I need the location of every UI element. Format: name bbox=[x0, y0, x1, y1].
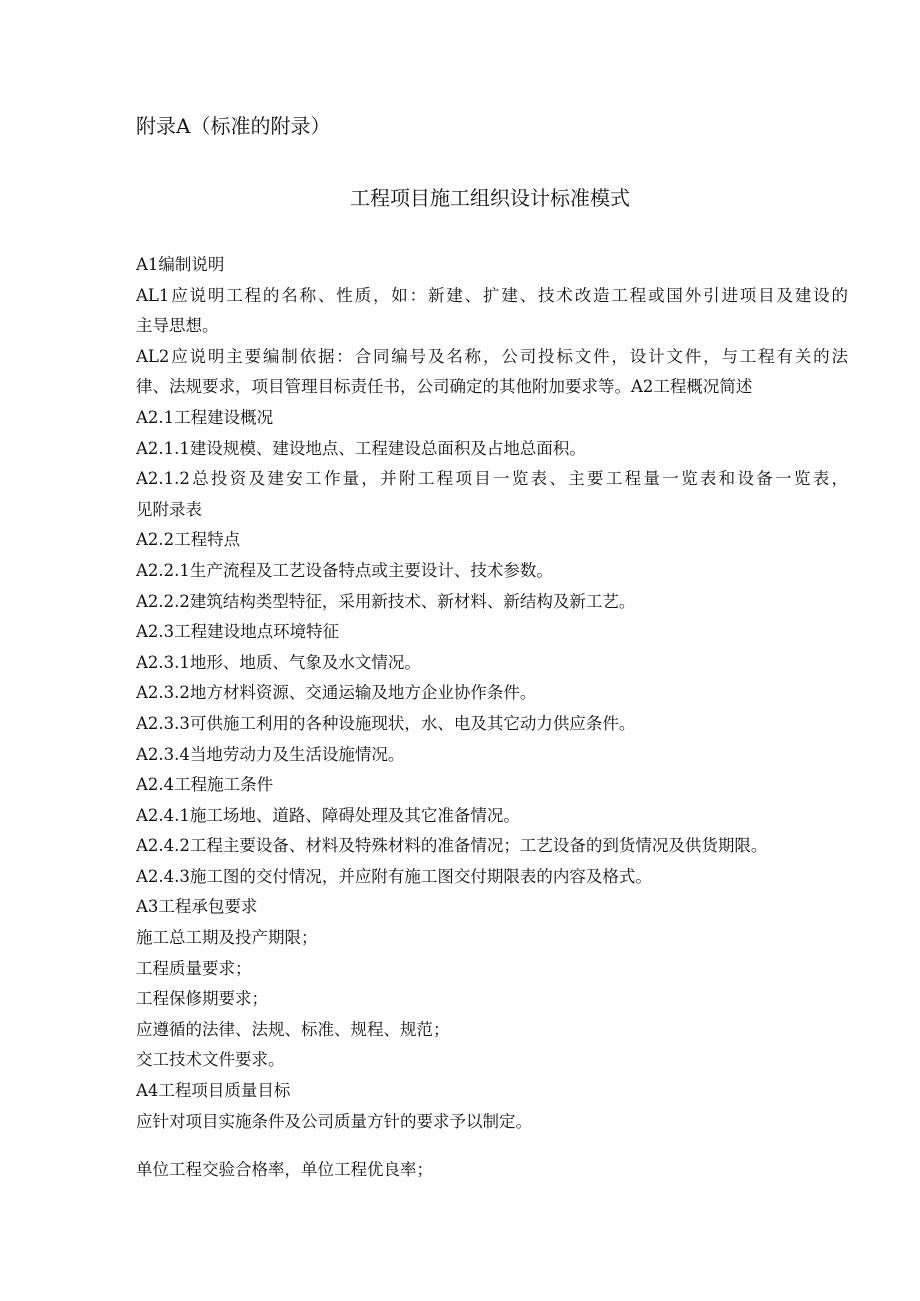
paragraph-line: A2.4.2工程主要设备、材料及特殊材料的准备情况；工艺设备的到货情况及供货期限。 bbox=[136, 836, 768, 856]
paragraph-line: 应针对项目实施条件及公司质量方针的要求予以制定。 bbox=[136, 1111, 532, 1131]
list-item: 交工技术文件要求。 bbox=[136, 1050, 285, 1070]
section-a2-3-heading: A2.3工程建设地点环境特征 bbox=[136, 622, 340, 642]
section-a2-4-heading: A2.4工程施工条件 bbox=[136, 775, 274, 795]
paragraph-line: A2.2.2建筑结构类型特征，采用新技术、新材料、新结构及新工艺。 bbox=[136, 591, 636, 611]
paragraph-line: AL2应说明主要编制依据：合同编号及名称，公司投标文件，设计文件，与工程有关的法 bbox=[136, 346, 848, 366]
paragraph-line: 律、法规要求，项目管理目标责任书，公司确定的其他附加要求等。A2工程概况简述 bbox=[136, 377, 753, 397]
paragraph-line: A2.1.1建设规模、建设地点、工程建设总面积及占地总面积。 bbox=[136, 438, 586, 458]
list-item: 应遵循的法律、法规、标准、规程、规范； bbox=[136, 1019, 450, 1039]
paragraph-line: A2.3.3可供施工利用的各种设施现状，水、电及其它动力供应条件。 bbox=[136, 713, 636, 733]
paragraph-line: AL1应说明工程的名称、性质，如：新建、扩建、技术改造工程或国外引进项目及建设的 bbox=[136, 285, 848, 305]
paragraph-line: 主导思想。 bbox=[136, 316, 219, 336]
paragraph-line: A2.3.1地形、地质、气象及水文情况。 bbox=[136, 652, 421, 672]
paragraph-line: A2.4.1施工场地、道路、障碍处理及其它准备情况。 bbox=[136, 805, 520, 825]
section-a4-heading: A4工程项目质量目标 bbox=[136, 1081, 291, 1101]
paragraph-line: A2.1.2总投资及建安工作量，并附工程项目一览表、主要工程量一览表和设备一览表， bbox=[136, 469, 848, 489]
paragraph-line: 单位工程交验合格率，单位工程优良率； bbox=[136, 1160, 433, 1180]
paragraph-line: A2.3.4当地劳动力及生活设施情况。 bbox=[136, 744, 405, 764]
section-a2-2-heading: A2.2工程特点 bbox=[136, 530, 241, 550]
appendix-heading: 附录A（标准的附录） bbox=[136, 114, 331, 138]
section-a3-heading: A3工程承包要求 bbox=[136, 897, 258, 917]
document-title: 工程项目施工组织设计标准模式 bbox=[350, 186, 630, 210]
paragraph-gap bbox=[136, 1137, 848, 1155]
list-item: 施工总工期及投产期限； bbox=[136, 928, 318, 948]
list-item: 工程保修期要求； bbox=[136, 989, 268, 1009]
section-a2-1-heading: A2.1工程建设概况 bbox=[136, 407, 274, 427]
paragraph-line: A2.2.1生产流程及工艺设备特点或主要设计、技术参数。 bbox=[136, 560, 553, 580]
list-item: 工程质量要求； bbox=[136, 958, 252, 978]
paragraph-line: A2.4.3施工图的交付情况，并应附有施工图交付期限表的内容及格式。 bbox=[136, 866, 652, 886]
paragraph-line: 见附录表 bbox=[136, 499, 202, 519]
paragraph-line: A2.3.2地方材料资源、交通运输及地方企业协作条件。 bbox=[136, 683, 537, 703]
document-body bbox=[136, 250, 848, 1186]
section-a1-heading: A1编制说明 bbox=[136, 255, 225, 274]
